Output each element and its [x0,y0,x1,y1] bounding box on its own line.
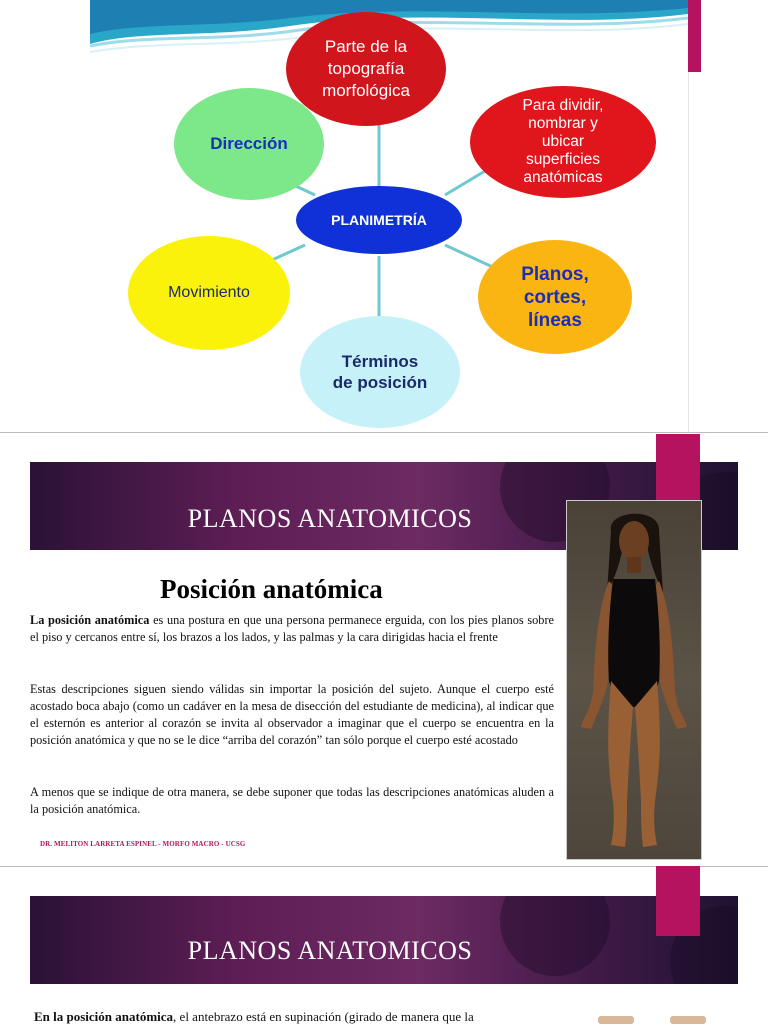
bubble-movimiento-label: Movimiento [168,284,250,301]
paragraph-suponer: A menos que se indique de otra manera, se debe suponer que todas las descripciones anatómicas aluden a la posición anatómica. [30,785,554,816]
slide3-image-fragment [598,1016,634,1024]
bubble-topografia [286,12,446,126]
bubble-planos-line2: cortes, [523,286,587,308]
slide3-paragraph [34,1009,554,1025]
bubble-topografia-line3: morfológica [322,81,410,100]
bubble-topografia-line1: Parte de la [324,37,408,56]
paragraph-definicion [30,612,554,646]
slide3-header-title: PLANOS ANATOMICOS [187,936,473,965]
bubble-dividir [470,86,656,198]
bubble-direccion [174,88,324,200]
slide-separator [0,432,768,433]
paragraph-descripciones: Estas descripciones siguen siendo válidas sin importar la posición del sujeto. Aunque el cuerpo esté acostado boca abajo (como un cadáver en la mesa de disección del estudiante de medicina), al indicar que el esternón es anterior al corazón se invita al observador a imaginar que el cuerpo se encuentra en la posición anatómica y que no se le dice “arriba del corazón” tan sólo porque el cuerpo esté acostado [30,682,554,747]
slide2-header-title: PLANOS ANATOMICOS [187,504,473,533]
bubble-planos-line1: Planos, [521,263,589,285]
bubble-planimetria-label: PLANIMETRÍA [331,212,427,228]
anatomical-position-photo [566,500,702,860]
section-title: Posición anatómica [160,574,383,604]
paragraph-definicion-bold: La posición anatómica [30,613,150,627]
slide-separator [0,866,768,867]
slide3-header [30,896,738,984]
bubble-topografia-line2: topografía [327,59,405,78]
slide-planimetria [90,0,689,432]
paragraph-definicion-text: es una postura en que una persona permanece erguida, con los pies planos sobre el piso y cercanos entre sí, los brazos a los lados, y las palmas y la cara dirigidas hacia el frente [30,613,554,644]
slide2-footer: DR. MELITON LARRETA ESPINEL - MORFO MACRO - UCSG [40,840,246,848]
bubble-terminos-line2: de posición [332,373,428,392]
bubble-planos-line3: líneas [528,309,582,331]
bubble-planimetria [296,186,462,254]
bubble-planos [478,240,632,354]
bubble-dividir-line5: anatómicas [523,169,603,186]
bubble-dividir-line4: superficies [525,151,601,168]
slide3-paragraph-text: , el antebrazo está en supinación (girado de manera que la [173,1009,474,1024]
slide3-paragraph-bold: En la posición anatómica [34,1009,174,1024]
slide3-accent-tab [656,866,700,936]
anatomical-figure-illustration [567,501,701,859]
bubble-dividir-line1: Para dividir, [522,97,604,114]
slide3-image-fragment [670,1016,706,1024]
bubble-dividir-line3: ubicar [541,133,585,150]
slide2-accent-tab [656,434,700,500]
bubble-movimiento [128,236,290,350]
slide1-accent-tab [688,0,701,72]
bubble-direccion-label: Dirección [210,134,288,153]
bubble-dividir-line2: nombrar y [528,115,598,132]
bubble-terminos [300,316,460,428]
bubble-terminos-line1: Términos [341,352,419,371]
